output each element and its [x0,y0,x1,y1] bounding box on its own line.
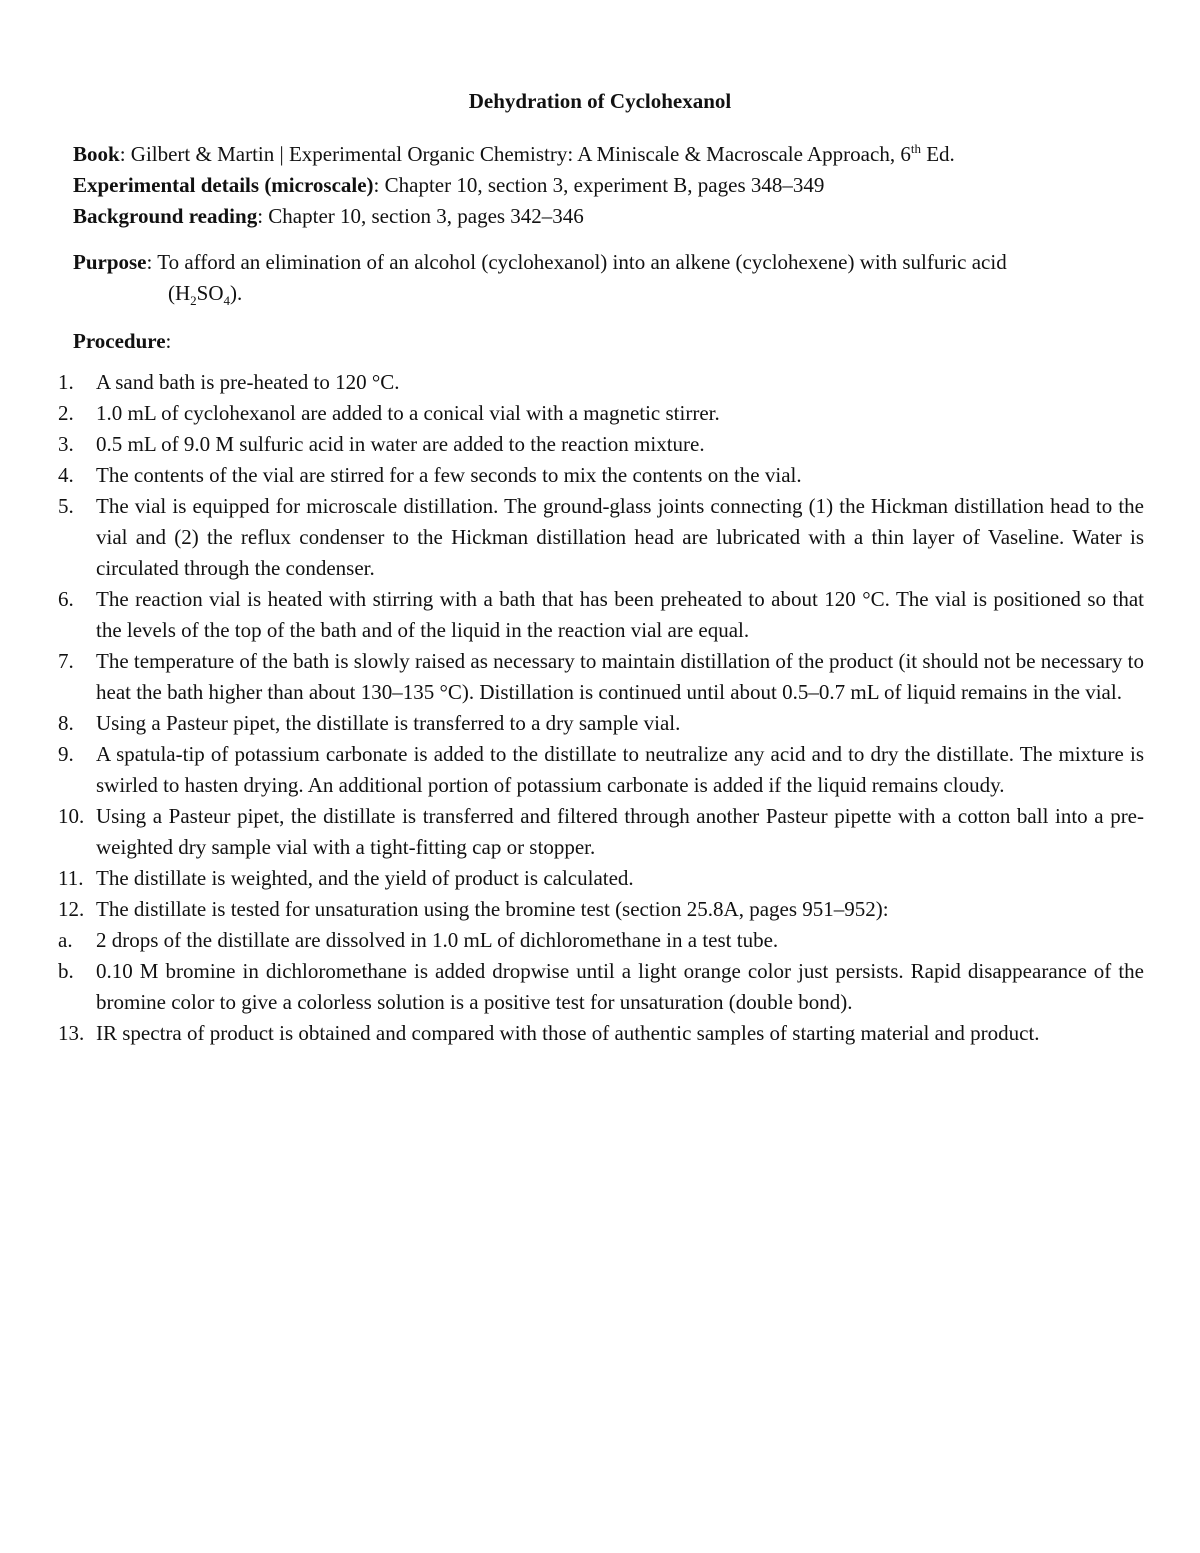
procedure-list [58,367,1144,1049]
purpose-block [73,247,1153,309]
procedure-step [58,646,1144,708]
formula-open: (H [168,281,191,305]
formula-sub-4: 4 [223,293,231,309]
step-text: 0.5 mL of 9.0 M sulfuric acid in water are added to the reaction mixture. [96,432,705,456]
step-number: 5. [58,494,74,518]
background-reading-line [73,201,1153,232]
book-text: : Gilbert & Martin | Experimental Organic Chemistry: A Miniscale & Macroscale Approach, 6 [119,142,911,166]
procedure-step [58,956,1144,1018]
purpose-line [73,247,1153,278]
procedure-step [58,863,1144,894]
step-text: The distillate is weighted, and the yield of product is calculated. [96,866,634,890]
step-number: 12. [58,897,85,921]
procedure-step [58,894,1144,925]
step-text: The distillate is tested for unsaturation using the bromine test (section 25.8A, pages 951–952): [96,897,889,921]
book-edition-sup: th [910,141,921,156]
procedure-step [58,739,1144,801]
formula-sub-2: 2 [190,293,197,309]
step-text: Using a Pasteur pipet, the distillate is transferred and filtered through another Pasteur pipette with a cotton ball into a pre-weighted dry sample vial with a tight-fitting cap or stopper. [96,804,1144,859]
procedure-step [58,801,1144,863]
step-text: 1.0 mL of cyclohexanol are added to a conical vial with a magnetic stirrer. [96,401,720,425]
procedure-step [58,1018,1144,1049]
step-text: IR spectra of product is obtained and compared with those of authentic samples of starting material and product. [96,1021,1040,1045]
procedure-step [58,925,1144,956]
step-text: 2 drops of the distillate are dissolved in 1.0 mL of dichloromethane in a test tube. [96,928,779,952]
procedure-step [58,367,1144,398]
book-line [73,139,1153,170]
purpose-continuation [73,278,1153,309]
step-number: 10. [58,804,85,828]
step-number: 6. [58,587,74,611]
procedure-step [58,460,1144,491]
reference-block [73,139,1153,232]
step-number: 8. [58,711,74,735]
experimental-details-text: : Chapter 10, section 3, experiment B, pages 348–349 [373,173,825,197]
background-reading-text: : Chapter 10, section 3, pages 342–346 [257,204,584,228]
procedure-step [58,584,1144,646]
procedure-step [58,708,1144,739]
step-number: 13. [58,1021,85,1045]
step-number: 7. [58,649,74,673]
step-number: 4. [58,463,74,487]
procedure-heading [73,326,171,357]
purpose-label: Purpose [73,250,147,274]
procedure-label: Procedure [73,329,166,353]
background-reading-label: Background reading [73,204,258,228]
procedure-step [58,429,1144,460]
procedure-step [58,491,1144,584]
step-number: 9. [58,742,74,766]
step-text: 0.10 M bromine in dichloromethane is added dropwise until a light orange color just persists. Rapid disappearance of the bromine color to give a colorless solution is a positive test for unsaturation (double bond). [96,959,1144,1014]
step-number: 3. [58,432,74,456]
step-number: 2. [58,401,74,425]
formula-close: ). [230,281,243,305]
step-text: A sand bath is pre-heated to 120 °C. [96,370,400,394]
step-number: b. [58,959,74,983]
book-label: Book [73,142,120,166]
step-number: 11. [58,866,84,890]
step-number: 1. [58,370,74,394]
document-title: Dehydration of Cyclohexanol [468,89,732,113]
step-text: The contents of the vial are stirred for a few seconds to mix the contents on the vial. [96,463,802,487]
procedure-colon: : [165,329,172,353]
step-number: a. [58,928,73,952]
procedure-step [58,398,1144,429]
purpose-text: : To afford an elimination of an alcohol (cyclohexanol) into an alkene (cyclohexene) with sulfuric acid [146,250,1007,274]
step-text: The reaction vial is heated with stirring with a bath that has been preheated to about 120 °C. The vial is positioned so that the levels of the top of the bath and of the liquid in the reaction vial are equal. [96,587,1144,642]
formula-mid: SO [196,281,224,305]
book-text-end: Ed. [920,142,955,166]
step-text: Using a Pasteur pipet, the distillate is transferred to a dry sample vial. [96,711,681,735]
experimental-details-label: Experimental details (microscale) [73,173,374,197]
step-text: A spatula-tip of potassium carbonate is added to the distillate to neutralize any acid and to dry the distillate. The mixture is swirled to hasten drying. An additional portion of potassium carbonate is added if the liquid remains cloudy. [96,742,1144,797]
experimental-details-line [73,170,1153,201]
step-text: The temperature of the bath is slowly raised as necessary to maintain distillation of the product (it should not be necessary to heat the bath higher than about 130–135 °C). Distillation is continued until about 0.5–0.7 mL of liquid remains in the vial. [96,649,1144,704]
step-text: The vial is equipped for microscale distillation. The ground-glass joints connecting (1) the Hickman distillation head to the vial and (2) the reflux condenser to the Hickman distillation head are lubricated with a thin layer of Vaseline. Water is circulated through the condenser. [96,494,1144,580]
